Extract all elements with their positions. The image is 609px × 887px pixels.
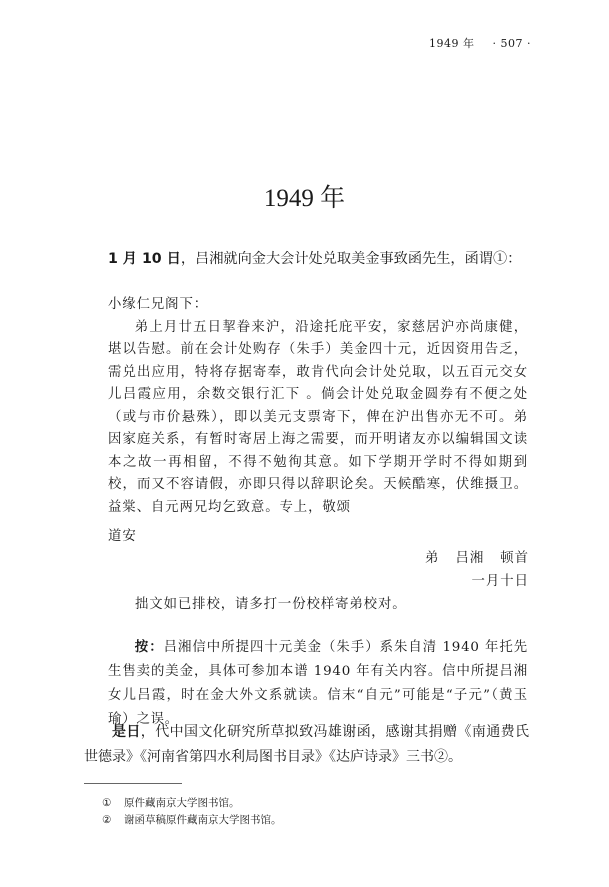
note-text: 吕湘信中所提四十元美金（朱手）系朱自清 1940 年托先生售卖的美金，具体可参加本谱 1940 年有关内容。信中所提吕湘女儿吕霞，时在金大外文系就读。信末“自元”可能是“子元”（黄玉瑜）之误。	[108, 640, 528, 727]
footnote-mark: ②	[102, 814, 112, 826]
quoted-letter	[108, 294, 528, 519]
letter-date: 一月十日	[471, 574, 529, 589]
entry2-text: ，代中国文化研究所草拟致冯雄谢函，感谢其捐赠《南通费氏世德录》《河南省第四水利局图书目录》《达庐诗录》三书②。	[84, 724, 530, 765]
footnote-text: 原件藏南京大学图书馆。	[124, 797, 240, 809]
footnote	[102, 812, 282, 829]
footnote-text: 谢函草稿原件藏南京大学图书馆。	[124, 814, 282, 826]
footnotes	[102, 795, 282, 829]
running-header-year: 1949 年	[429, 37, 475, 50]
signer-name: 吕湘	[455, 551, 485, 566]
chronicle-entry-jan10	[108, 247, 558, 271]
letter-salutation: 小缘仁兄阁下：	[108, 297, 209, 312]
letter-greeting: 道安	[108, 529, 137, 544]
entry-date: 1 月 10 日	[108, 251, 181, 267]
chapter-title: 1949 年	[263, 185, 346, 212]
entry-text: ，吕湘就向金大会计处兑取美金事致函先生，函谓①：	[180, 251, 522, 267]
signer-prefix: 弟	[425, 551, 440, 566]
footnote	[102, 795, 282, 812]
page-number: · 507 ·	[492, 37, 531, 50]
letter-postscript: 拙文如已排校，请多打一份校样寄弟校对。	[135, 597, 407, 612]
editor-note	[108, 636, 528, 732]
footnote-mark: ①	[102, 797, 112, 809]
note-label: 按：	[134, 640, 164, 655]
signer-suffix: 顿首	[500, 551, 529, 566]
entry2-lead: 是日	[112, 724, 141, 740]
footnote-divider	[84, 783, 182, 784]
running-header	[429, 35, 531, 51]
letter-body: 弟上月廿五日挈眷来沪，沿途托庇平安，家慈居沪亦尚康健，堪以告慰。前在会计处购存（朱手）美金四十元，近因资用告乏，需兑出应用，特将存据寄奉，敢肯代向会计处兑取，以五百元交女儿吕霞应用，余数交银行汇下 。倘会计处兑取金圆券有不便之处（或与市价悬殊），即以美元支票寄下，俾在沪出售亦无不可。弟因家庭关系，有暂时寄居上海之需要，而开明诸友亦以编辑国文读本之故一再相留，不得不勉徇其意。如下学期开学时不得如期到校，而又不容请假，亦即只得以辞职论矣。天候酷寒，伏维摄卫。益棠、自元两兄均乞致意。专上，敬颂	[108, 319, 528, 515]
letter-signature	[409, 547, 529, 566]
chronicle-entry-same-day	[84, 720, 529, 769]
